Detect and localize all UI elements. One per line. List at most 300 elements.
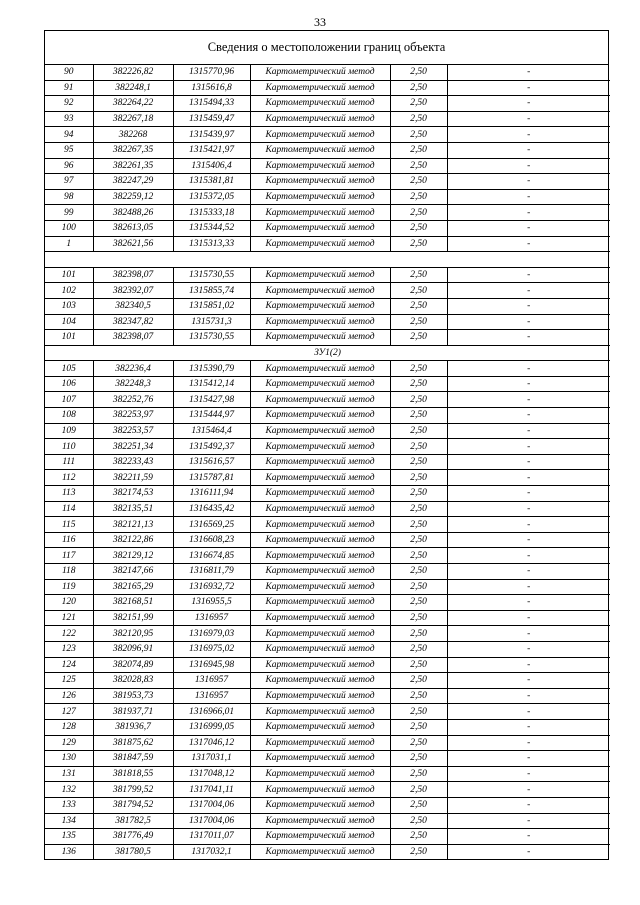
- table-row: [45, 673, 610, 689]
- table-row: [45, 579, 610, 595]
- table-row: [45, 735, 610, 751]
- x-coordinate-cell: 382264,22: [93, 96, 173, 112]
- description-cell: -: [447, 267, 610, 283]
- method-cell: Картометрический метод: [250, 766, 390, 782]
- x-coordinate-cell: 381936,7: [93, 719, 173, 735]
- separator-row: [45, 252, 610, 268]
- x-coordinate-cell: 381782,5: [93, 813, 173, 829]
- x-coordinate-cell: 382233,43: [93, 454, 173, 470]
- accuracy-cell: 2,50: [390, 189, 447, 205]
- method-cell: Картометрический метод: [250, 673, 390, 689]
- table-row: [45, 80, 610, 96]
- accuracy-cell: 2,50: [390, 236, 447, 252]
- x-coordinate-cell: 381799,52: [93, 782, 173, 798]
- table-row: [45, 298, 610, 314]
- description-cell: -: [447, 408, 610, 424]
- y-coordinate-cell: 1315730,55: [173, 267, 250, 283]
- table-row: [45, 96, 610, 112]
- y-coordinate-cell: 1315855,74: [173, 283, 250, 299]
- method-cell: Картометрический метод: [250, 454, 390, 470]
- method-cell: Картометрический метод: [250, 376, 390, 392]
- accuracy-cell: 2,50: [390, 610, 447, 626]
- table-row: [45, 283, 610, 299]
- description-cell: -: [447, 673, 610, 689]
- y-coordinate-cell: 1315439,97: [173, 127, 250, 143]
- accuracy-cell: 2,50: [390, 423, 447, 439]
- x-coordinate-cell: 382340,5: [93, 298, 173, 314]
- method-cell: Картометрический метод: [250, 314, 390, 330]
- accuracy-cell: 2,50: [390, 142, 447, 158]
- point-number-cell: 103: [45, 298, 93, 314]
- x-coordinate-cell: 381776,49: [93, 829, 173, 845]
- accuracy-cell: 2,50: [390, 314, 447, 330]
- table-row: [45, 548, 610, 564]
- description-cell: -: [447, 782, 610, 798]
- description-cell: -: [447, 454, 610, 470]
- x-coordinate-cell: 382174,53: [93, 486, 173, 502]
- y-coordinate-cell: 1315494,33: [173, 96, 250, 112]
- method-cell: Картометрический метод: [250, 283, 390, 299]
- point-number-cell: 99: [45, 205, 93, 221]
- method-cell: Картометрический метод: [250, 205, 390, 221]
- coordinates-table: [45, 65, 610, 859]
- description-cell: -: [447, 142, 610, 158]
- page-number: 33: [314, 15, 326, 29]
- description-cell: -: [447, 641, 610, 657]
- description-cell: -: [447, 719, 610, 735]
- x-coordinate-cell: 381953,73: [93, 688, 173, 704]
- point-number-cell: 105: [45, 361, 93, 377]
- accuracy-cell: 2,50: [390, 96, 447, 112]
- description-cell: -: [447, 189, 610, 205]
- y-coordinate-cell: 1315344,52: [173, 220, 250, 236]
- point-number-cell: 128: [45, 719, 93, 735]
- y-coordinate-cell: 1317041,11: [173, 782, 250, 798]
- description-cell: -: [447, 439, 610, 455]
- description-cell: -: [447, 283, 610, 299]
- description-cell: -: [447, 392, 610, 408]
- method-cell: Картометрический метод: [250, 486, 390, 502]
- method-cell: Картометрический метод: [250, 735, 390, 751]
- method-cell: Картометрический метод: [250, 80, 390, 96]
- point-number-cell: 104: [45, 314, 93, 330]
- table-row: [45, 392, 610, 408]
- description-cell: -: [447, 236, 610, 252]
- description-cell: -: [447, 797, 610, 813]
- description-cell: -: [447, 470, 610, 486]
- x-coordinate-cell: 382267,18: [93, 111, 173, 127]
- table-row: [45, 361, 610, 377]
- y-coordinate-cell: 1315616,8: [173, 80, 250, 96]
- accuracy-cell: 2,50: [390, 813, 447, 829]
- description-cell: -: [447, 766, 610, 782]
- x-coordinate-cell: 382168,51: [93, 595, 173, 611]
- accuracy-cell: 2,50: [390, 579, 447, 595]
- point-number-cell: 94: [45, 127, 93, 143]
- accuracy-cell: 2,50: [390, 751, 447, 767]
- table-row: [45, 486, 610, 502]
- x-coordinate-cell: 382211,59: [93, 470, 173, 486]
- x-coordinate-cell: 381937,71: [93, 704, 173, 720]
- point-number-cell: 127: [45, 704, 93, 720]
- table-row: [45, 501, 610, 517]
- y-coordinate-cell: 1315492,37: [173, 439, 250, 455]
- method-cell: Картометрический метод: [250, 704, 390, 720]
- accuracy-cell: 2,50: [390, 657, 447, 673]
- x-coordinate-cell: 382268: [93, 127, 173, 143]
- method-cell: Картометрический метод: [250, 829, 390, 845]
- point-number-cell: 112: [45, 470, 93, 486]
- table-row: [45, 595, 610, 611]
- point-number-cell: 130: [45, 751, 93, 767]
- accuracy-cell: 2,50: [390, 517, 447, 533]
- point-number-cell: 97: [45, 174, 93, 190]
- description-cell: -: [447, 298, 610, 314]
- y-coordinate-cell: 1316674,85: [173, 548, 250, 564]
- y-coordinate-cell: 1316569,25: [173, 517, 250, 533]
- y-coordinate-cell: 1316957: [173, 673, 250, 689]
- accuracy-cell: 2,50: [390, 829, 447, 845]
- point-number-cell: 91: [45, 80, 93, 96]
- method-cell: Картометрический метод: [250, 657, 390, 673]
- table-row: [45, 189, 610, 205]
- table-row: [45, 813, 610, 829]
- table-row: [45, 766, 610, 782]
- method-cell: Картометрический метод: [250, 65, 390, 80]
- x-coordinate-cell: 382398,07: [93, 330, 173, 346]
- point-number-cell: 115: [45, 517, 93, 533]
- table-row: [45, 829, 610, 845]
- description-cell: -: [447, 829, 610, 845]
- table-row: [45, 127, 610, 143]
- x-coordinate-cell: 382248,1: [93, 80, 173, 96]
- y-coordinate-cell: 1315333,18: [173, 205, 250, 221]
- y-coordinate-cell: 1317032,1: [173, 844, 250, 859]
- x-coordinate-cell: 382226,82: [93, 65, 173, 80]
- table-row: [45, 688, 610, 704]
- x-coordinate-cell: 382392,07: [93, 283, 173, 299]
- description-cell: -: [447, 751, 610, 767]
- description-cell: -: [527, 846, 531, 857]
- point-number-cell: 92: [45, 96, 93, 112]
- table-row: [45, 376, 610, 392]
- x-coordinate-cell: 382236,4: [93, 361, 173, 377]
- method-cell: Картометрический метод: [250, 408, 390, 424]
- accuracy-cell: 2,50: [390, 361, 447, 377]
- y-coordinate-cell: 1316957: [173, 610, 250, 626]
- y-coordinate-cell: 1315313,33: [173, 236, 250, 252]
- method-cell: Картометрический метод: [250, 298, 390, 314]
- accuracy-cell: 2,50: [390, 548, 447, 564]
- x-coordinate-cell: 381780,5: [93, 844, 173, 859]
- x-coordinate-cell: 382347,82: [93, 314, 173, 330]
- section-label: ЗУ1(2): [45, 345, 610, 361]
- y-coordinate-cell: 1315770,96: [173, 65, 250, 80]
- accuracy-cell: 2,50: [390, 688, 447, 704]
- x-coordinate-cell: 382251,34: [93, 439, 173, 455]
- accuracy-cell: 2,50: [390, 392, 447, 408]
- description-cell: -: [447, 423, 610, 439]
- accuracy-cell: 2,50: [390, 782, 447, 798]
- y-coordinate-cell: 1315406,4: [173, 158, 250, 174]
- method-cell: Картометрический метод: [250, 564, 390, 580]
- table-row: [45, 220, 610, 236]
- point-number-cell: 117: [45, 548, 93, 564]
- accuracy-cell: 2,50: [390, 470, 447, 486]
- x-coordinate-cell: 382259,12: [93, 189, 173, 205]
- x-coordinate-cell: 382135,51: [93, 501, 173, 517]
- y-coordinate-cell: 1315464,4: [173, 423, 250, 439]
- point-number-cell: 122: [45, 626, 93, 642]
- method-cell: Картометрический метод: [250, 330, 390, 346]
- x-coordinate-cell: 382129,12: [93, 548, 173, 564]
- table-row: [45, 423, 610, 439]
- y-coordinate-cell: 1316975,02: [173, 641, 250, 657]
- method-cell: Картометрический метод: [250, 174, 390, 190]
- section-header-row: [45, 345, 610, 361]
- point-number-cell: 135: [45, 829, 93, 845]
- x-coordinate-cell: 382247,29: [93, 174, 173, 190]
- x-coordinate-cell: 381875,62: [93, 735, 173, 751]
- point-number-cell: 107: [45, 392, 93, 408]
- y-coordinate-cell: 1317031,1: [173, 751, 250, 767]
- accuracy-cell: 2,50: [390, 454, 447, 470]
- description-cell: -: [447, 330, 610, 346]
- y-coordinate-cell: 1315787,81: [173, 470, 250, 486]
- method-cell: Картометрический метод: [250, 610, 390, 626]
- point-number-cell: 98: [45, 189, 93, 205]
- method-cell: Картометрический метод: [250, 579, 390, 595]
- accuracy-cell: 2,50: [390, 65, 447, 80]
- y-coordinate-cell: 1316979,03: [173, 626, 250, 642]
- method-cell: Картометрический метод: [250, 127, 390, 143]
- y-coordinate-cell: 1316945,98: [173, 657, 250, 673]
- y-coordinate-cell: 1315412,14: [173, 376, 250, 392]
- table-row: [45, 267, 610, 283]
- y-coordinate-cell: 1315444,97: [173, 408, 250, 424]
- point-number-cell: 125: [45, 673, 93, 689]
- table-row: [45, 626, 610, 642]
- accuracy-cell: 2,50: [390, 673, 447, 689]
- y-coordinate-cell: 1315851,02: [173, 298, 250, 314]
- point-number-cell: 116: [45, 532, 93, 548]
- description-cell: -: [447, 532, 610, 548]
- accuracy-cell: 2,50: [390, 205, 447, 221]
- table-row: [45, 454, 610, 470]
- description-cell: -: [447, 220, 610, 236]
- y-coordinate-cell: 1317004,06: [173, 813, 250, 829]
- description-cell: -: [447, 111, 610, 127]
- point-number-cell: 132: [45, 782, 93, 798]
- accuracy-cell: 2,50: [390, 158, 447, 174]
- y-coordinate-cell: 1316966,01: [173, 704, 250, 720]
- table-row: [45, 111, 610, 127]
- description-cell: -: [447, 595, 610, 611]
- accuracy-cell: 2,50: [390, 439, 447, 455]
- method-cell: Картометрический метод: [250, 392, 390, 408]
- description-cell: -: [447, 127, 610, 143]
- table-row: [45, 408, 610, 424]
- x-coordinate-cell: 382248,3: [93, 376, 173, 392]
- accuracy-cell: 2,50: [390, 220, 447, 236]
- accuracy-cell: 2,50: [390, 174, 447, 190]
- accuracy-cell: 2,50: [390, 127, 447, 143]
- table-row: [45, 439, 610, 455]
- y-coordinate-cell: 1316435,42: [173, 501, 250, 517]
- point-number-cell: 109: [45, 423, 93, 439]
- y-coordinate-cell: 1315730,55: [173, 330, 250, 346]
- x-coordinate-cell: 382261,35: [93, 158, 173, 174]
- y-coordinate-cell: 1316955,5: [173, 595, 250, 611]
- table-row: [45, 174, 610, 190]
- point-number-cell: 118: [45, 564, 93, 580]
- description-cell: -: [447, 564, 610, 580]
- x-coordinate-cell: 381794,52: [93, 797, 173, 813]
- table-row: [45, 236, 610, 252]
- table-row: [45, 704, 610, 720]
- point-number-cell: 111: [45, 454, 93, 470]
- accuracy-cell: 2,50: [390, 564, 447, 580]
- table-row: [45, 517, 610, 533]
- x-coordinate-cell: 382151,99: [93, 610, 173, 626]
- y-coordinate-cell: 1316957: [173, 688, 250, 704]
- point-number-cell: 96: [45, 158, 93, 174]
- coordinates-sheet: [44, 30, 609, 860]
- accuracy-cell: 2,50: [390, 486, 447, 502]
- y-coordinate-cell: 1315459,47: [173, 111, 250, 127]
- method-cell: Картометрический метод: [250, 844, 390, 859]
- method-cell: Картометрический метод: [250, 142, 390, 158]
- x-coordinate-cell: 381847,59: [93, 751, 173, 767]
- y-coordinate-cell: 1316608,23: [173, 532, 250, 548]
- accuracy-cell: 2,50: [390, 844, 447, 859]
- y-coordinate-cell: 1317004,06: [173, 797, 250, 813]
- accuracy-cell: 2,50: [390, 267, 447, 283]
- point-number-cell: 124: [45, 657, 93, 673]
- y-coordinate-cell: 1317046,12: [173, 735, 250, 751]
- y-coordinate-cell: 1317011,07: [173, 829, 250, 845]
- table-row: [45, 641, 610, 657]
- accuracy-cell: 2,50: [390, 298, 447, 314]
- table-row: [45, 65, 610, 80]
- x-coordinate-cell: 382120,95: [93, 626, 173, 642]
- accuracy-cell: 2,50: [390, 719, 447, 735]
- method-cell: Картометрический метод: [250, 751, 390, 767]
- description-cell: -: [447, 704, 610, 720]
- description-cell: -: [447, 610, 610, 626]
- accuracy-cell: 2,50: [390, 111, 447, 127]
- point-number-cell: 102: [45, 283, 93, 299]
- table-row: [45, 142, 610, 158]
- table-row: [45, 797, 610, 813]
- point-number-cell: 101: [45, 267, 93, 283]
- x-coordinate-cell: 382398,07: [93, 267, 173, 283]
- description-cell: -: [447, 80, 610, 96]
- method-cell: Картометрический метод: [250, 532, 390, 548]
- y-coordinate-cell: 1315421,97: [173, 142, 250, 158]
- x-coordinate-cell: 382121,13: [93, 517, 173, 533]
- x-coordinate-cell: 381818,55: [93, 766, 173, 782]
- accuracy-cell: 2,50: [390, 797, 447, 813]
- coordinates-table-body: [45, 65, 610, 859]
- point-number-cell: 90: [45, 65, 93, 80]
- x-coordinate-cell: 382252,76: [93, 392, 173, 408]
- x-coordinate-cell: 382096,91: [93, 641, 173, 657]
- description-cell: -: [447, 548, 610, 564]
- x-coordinate-cell: 382253,97: [93, 408, 173, 424]
- accuracy-cell: 2,50: [390, 704, 447, 720]
- accuracy-cell: 2,50: [390, 735, 447, 751]
- point-number-cell: 108: [45, 408, 93, 424]
- accuracy-cell: 2,50: [390, 330, 447, 346]
- accuracy-cell: 2,50: [390, 595, 447, 611]
- table-row: [45, 314, 610, 330]
- method-cell: Картометрический метод: [250, 813, 390, 829]
- point-number-cell: 134: [45, 813, 93, 829]
- x-coordinate-cell: 382147,66: [93, 564, 173, 580]
- table-row: [45, 751, 610, 767]
- accuracy-cell: 2,50: [390, 532, 447, 548]
- x-coordinate-cell: 382488,26: [93, 205, 173, 221]
- method-cell: Картометрический метод: [250, 517, 390, 533]
- table-row: [45, 844, 610, 859]
- method-cell: Картометрический метод: [250, 267, 390, 283]
- x-coordinate-cell: 382074,89: [93, 657, 173, 673]
- point-number-cell: 93: [45, 111, 93, 127]
- y-coordinate-cell: 1315616,57: [173, 454, 250, 470]
- point-number-cell: 131: [45, 766, 93, 782]
- description-cell: -: [447, 517, 610, 533]
- point-number-cell: 121: [45, 610, 93, 626]
- y-coordinate-cell: 1315390,79: [173, 361, 250, 377]
- point-number-cell: 100: [45, 220, 93, 236]
- method-cell: Картометрический метод: [250, 595, 390, 611]
- method-cell: Картометрический метод: [250, 96, 390, 112]
- table-row: [45, 205, 610, 221]
- point-number-cell: 119: [45, 579, 93, 595]
- table-row: [45, 158, 610, 174]
- x-coordinate-cell: 382621,56: [93, 236, 173, 252]
- accuracy-cell: 2,50: [390, 641, 447, 657]
- accuracy-cell: 2,50: [390, 80, 447, 96]
- point-number-cell: 110: [45, 439, 93, 455]
- point-number-cell: 136: [45, 844, 93, 859]
- description-cell: -: [447, 501, 610, 517]
- method-cell: Картометрический метод: [250, 158, 390, 174]
- point-number-cell: 133: [45, 797, 93, 813]
- description-cell: -: [447, 688, 610, 704]
- table-row: [45, 532, 610, 548]
- method-cell: Картометрический метод: [250, 236, 390, 252]
- method-cell: Картометрический метод: [250, 797, 390, 813]
- method-cell: Картометрический метод: [250, 361, 390, 377]
- point-number-cell: 120: [45, 595, 93, 611]
- y-coordinate-cell: 1316111,94: [173, 486, 250, 502]
- description-cell: -: [447, 361, 610, 377]
- y-coordinate-cell: 1315381,81: [173, 174, 250, 190]
- y-coordinate-cell: 1316999,05: [173, 719, 250, 735]
- description-cell: -: [447, 158, 610, 174]
- description-cell: -: [447, 626, 610, 642]
- x-coordinate-cell: 382028,83: [93, 673, 173, 689]
- y-coordinate-cell: 1315372,05: [173, 189, 250, 205]
- accuracy-cell: 2,50: [390, 376, 447, 392]
- blank-separator: [45, 252, 610, 268]
- accuracy-cell: 2,50: [390, 766, 447, 782]
- table-row: [45, 470, 610, 486]
- method-cell: Картометрический метод: [250, 111, 390, 127]
- y-coordinate-cell: 1316811,79: [173, 564, 250, 580]
